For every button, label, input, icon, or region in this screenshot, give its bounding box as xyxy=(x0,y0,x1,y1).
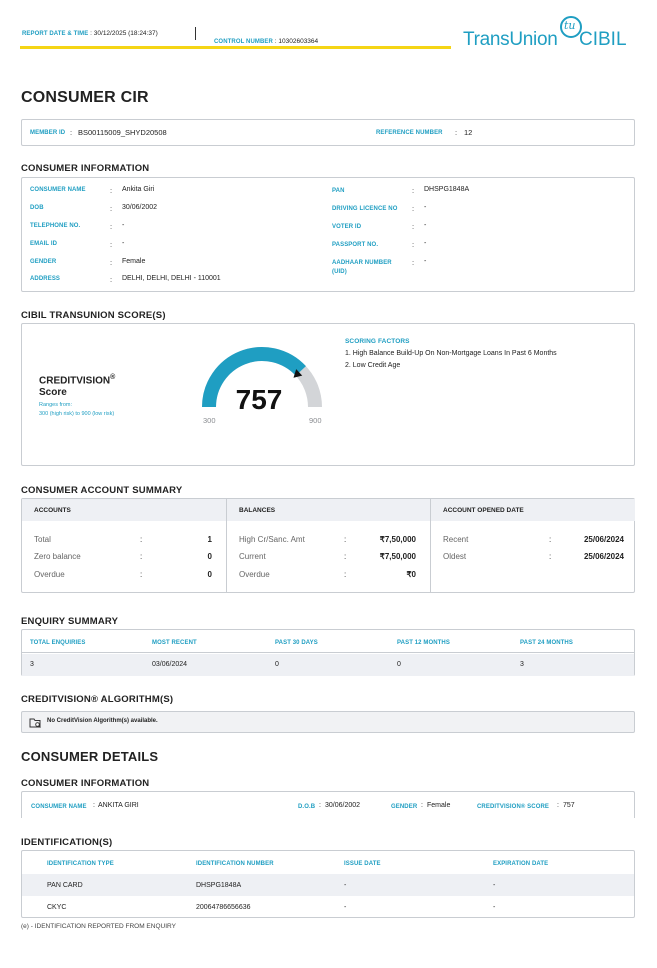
ci-left-colon-0: : xyxy=(110,186,113,195)
account-summary-title: CONSUMER ACCOUNT SUMMARY xyxy=(21,485,183,496)
cd-score-colon: : xyxy=(557,802,559,809)
sum-accounts-label-0: Total xyxy=(34,535,51,544)
header-divider xyxy=(195,27,196,40)
cd-name-value: ANKITA GIRI xyxy=(98,802,139,809)
consumer-details-title: CONSUMER DETAILS xyxy=(21,749,159,764)
id-header-3: EXPIRATION DATE xyxy=(493,861,549,867)
sum-accounts-value-0: 1 xyxy=(207,535,212,544)
ci-right-label-2: VOTER ID xyxy=(332,224,362,230)
score-box xyxy=(21,323,635,466)
score-ranges-text: 300 (high risk) to 900 (low risk) xyxy=(39,411,115,417)
ci-right-value-4: - xyxy=(424,258,427,265)
consumer-info-box xyxy=(21,177,635,292)
enquiry-summary-title: ENQUIRY SUMMARY xyxy=(21,616,119,627)
ci-left-value-2: - xyxy=(122,222,125,229)
reference-number-label: REFERENCE NUMBER xyxy=(376,130,443,136)
identification-title: IDENTIFICATION(S) xyxy=(21,837,113,848)
accounts-header: ACCOUNTS xyxy=(22,499,226,521)
algorithms-message: No CreditVision Algorithm(s) available. xyxy=(47,718,158,724)
report-date-line xyxy=(22,30,158,37)
consumer-details-info-title: CONSUMER INFORMATION xyxy=(21,778,150,789)
ci-left-colon-4: : xyxy=(110,258,113,267)
ci-left-colon-1: : xyxy=(110,204,113,213)
ci-right-label-4: AADHAAR NUMBER (UID) xyxy=(332,260,392,275)
ci-left-value-4: Female xyxy=(122,258,146,265)
consumer-details-box xyxy=(21,791,635,818)
consumer-info-title: CONSUMER INFORMATION xyxy=(21,163,150,174)
ci-right-value-1: - xyxy=(424,204,427,211)
algorithms-title: CREDITVISION® ALGORITHM(S) xyxy=(21,694,174,705)
enquiry-value-row xyxy=(22,654,634,676)
balances-header: BALANCES xyxy=(227,499,430,521)
ci-left-value-0: Ankita Giri xyxy=(122,186,155,193)
ci-right-value-3: - xyxy=(424,240,427,247)
enquiry-header-3: PAST 12 MONTHS xyxy=(397,640,450,646)
id-header-1: IDENTIFICATION NUMBER xyxy=(196,861,274,867)
cd-name-colon: : xyxy=(93,802,95,809)
score-ranges-label: Ranges from: xyxy=(39,402,73,408)
ci-right-colon-3: : xyxy=(412,240,415,249)
id-row-1-cell-0: CKYC xyxy=(47,904,67,911)
sum-opened-colon-0: : xyxy=(549,535,552,544)
sum-balances-colon-2: : xyxy=(344,570,347,579)
cd-gender-colon: : xyxy=(421,802,423,809)
control-number-value: 10302603364 xyxy=(278,38,319,45)
score-value: 757 xyxy=(235,384,283,415)
report-date-value: 30/12/2025 (18:24:37) xyxy=(93,30,158,37)
creditvision-brand-sub: Score xyxy=(39,387,67,399)
cd-name-label: CONSUMER NAME xyxy=(31,804,87,810)
sum-balances-label-2: Overdue xyxy=(239,570,270,579)
ci-left-label-0: CONSUMER NAME xyxy=(30,187,86,193)
id-row-0-cell-0: PAN CARD xyxy=(47,882,83,889)
score-min-label: 300 xyxy=(203,416,216,425)
ci-left-value-3: - xyxy=(122,240,125,247)
sum-accounts-colon-2: : xyxy=(140,570,143,579)
id-row-0-cell-2: - xyxy=(344,882,347,889)
summary-divider-1 xyxy=(226,499,227,592)
ci-right-value-0: DHSPG1848A xyxy=(424,186,470,193)
enquiry-header-0: TOTAL ENQUIRIES xyxy=(30,640,86,646)
cd-gender-label: GENDER xyxy=(391,804,418,810)
scoring-factor-2: 2. Low Credit Age xyxy=(345,362,401,369)
sum-accounts-colon-1: : xyxy=(140,552,143,561)
ci-left-colon-3: : xyxy=(110,240,113,249)
ci-left-label-3: EMAIL ID xyxy=(30,241,58,247)
cd-dob-label: D.O.B xyxy=(298,804,316,810)
sum-accounts-label-2: Overdue xyxy=(34,570,65,579)
ci-right-colon-2: : xyxy=(412,222,415,231)
sum-opened-label-1: Oldest xyxy=(443,552,467,561)
page-title: CONSUMER CIR xyxy=(21,89,149,106)
id-header-2: ISSUE DATE xyxy=(344,861,381,867)
sum-opened-value-1: 25/06/2024 xyxy=(583,552,624,561)
logo-transunion-text: TransUnion xyxy=(463,29,558,50)
ci-left-label-5: ADDRESS xyxy=(30,276,61,282)
cd-dob-colon: : xyxy=(319,802,321,809)
id-row-1-cell-1: 20064786656636 xyxy=(196,904,251,911)
sum-balances-value-2: ₹0 xyxy=(406,570,416,579)
cd-dob-value: 30/06/2002 xyxy=(325,802,361,809)
sum-accounts-label-1: Zero balance xyxy=(34,552,81,561)
reference-number-colon: : xyxy=(455,128,458,137)
ci-right-colon-1: : xyxy=(412,204,415,213)
ci-right-label-3: PASSPORT NO. xyxy=(332,242,379,248)
creditvision-brand xyxy=(39,372,115,399)
sum-opened-label-0: Recent xyxy=(443,535,469,544)
ci-left-label-4: GENDER xyxy=(30,259,57,265)
cd-score-value: 757 xyxy=(563,802,575,809)
enquiry-header-1: MOST RECENT xyxy=(152,640,197,646)
id-row-0-cell-1: DHSPG1848A xyxy=(196,882,242,889)
identification-box xyxy=(21,850,635,918)
sum-balances-colon-0: : xyxy=(344,535,347,544)
sum-accounts-value-1: 0 xyxy=(207,552,212,561)
control-number-label: CONTROL NUMBER xyxy=(214,39,273,45)
id-row-1-bg xyxy=(22,874,634,896)
cd-score-label: CREDITVISION® SCORE xyxy=(477,804,549,810)
sum-opened-value-0: 25/06/2024 xyxy=(583,535,624,544)
enquiry-header-2: PAST 30 DAYS xyxy=(275,640,318,646)
ci-right-colon-0: : xyxy=(412,186,415,195)
id-row-0-cell-3: - xyxy=(493,882,496,889)
header-yellow-rule xyxy=(20,46,451,49)
sum-accounts-value-2: 0 xyxy=(207,570,212,579)
cd-gender-value: Female xyxy=(427,802,451,809)
score-max-label: 900 xyxy=(309,416,322,425)
enquiry-value-0: 3 xyxy=(30,661,34,668)
sum-balances-colon-1: : xyxy=(344,552,347,561)
sum-opened-colon-1: : xyxy=(549,552,552,561)
sum-balances-value-1: ₹7,50,000 xyxy=(379,552,416,561)
ci-left-colon-5: : xyxy=(110,275,113,284)
score-section-title: CIBIL TRANSUNION SCORE(S) xyxy=(21,310,166,321)
report-date-colon: : xyxy=(88,30,94,37)
sum-balances-label-1: Current xyxy=(239,552,266,561)
report-date-label: REPORT DATE & TIME xyxy=(22,31,89,37)
opened-date-header: ACCOUNT OPENED DATE xyxy=(431,499,635,521)
enquiry-header-4: PAST 24 MONTHS xyxy=(520,640,573,646)
ci-left-colon-2: : xyxy=(110,222,113,231)
member-box xyxy=(21,119,635,146)
member-id-label: MEMBER ID xyxy=(30,130,66,136)
reference-number-value: 12 xyxy=(464,128,473,137)
ci-right-label-0: PAN xyxy=(332,188,345,194)
enquiry-summary-box xyxy=(21,629,635,676)
ci-right-value-2: - xyxy=(424,222,427,229)
algorithms-box xyxy=(21,711,635,733)
enquiry-value-4: 3 xyxy=(520,661,524,668)
account-summary-box xyxy=(21,498,635,593)
scoring-factors-title: SCORING FACTORS xyxy=(345,338,410,345)
ci-left-label-1: DOB xyxy=(30,205,44,211)
identification-footnote: (e) - IDENTIFICATION REPORTED FROM ENQUIRY xyxy=(21,923,176,930)
ci-left-value-1: 30/06/2002 xyxy=(122,204,158,211)
creditvision-brand-registered: ® xyxy=(110,374,116,381)
id-header-0: IDENTIFICATION TYPE xyxy=(47,861,114,867)
id-row-1-cell-3: - xyxy=(493,904,496,911)
enquiry-value-1: 03/06/2024 xyxy=(152,661,188,668)
enquiry-value-3: 0 xyxy=(397,661,401,668)
ci-left-label-2: TELEPHONE NO. xyxy=(30,223,81,229)
id-row-1-cell-2: - xyxy=(344,904,347,911)
enquiry-value-2: 0 xyxy=(275,661,279,668)
sum-accounts-colon-0: : xyxy=(140,535,143,544)
sum-balances-value-0: ₹7,50,000 xyxy=(379,535,416,544)
transunion-cibil-logo xyxy=(463,15,638,53)
control-number-colon: : xyxy=(272,38,279,45)
logo-cibil-text: CIBIL xyxy=(579,29,627,50)
logo-tu-badge-text: tu xyxy=(564,19,576,32)
sum-balances-label-0: High Cr/Sanc. Amt xyxy=(239,535,305,544)
ci-left-value-5: DELHI, DELHI, DELHI - 110001 xyxy=(122,275,221,282)
scoring-factor-1: 1. High Balance Build-Up On Non-Mortgage Loans In Past 6 Months xyxy=(345,350,557,357)
member-id-colon: : xyxy=(70,128,73,137)
creditvision-brand-name: CREDITVISION xyxy=(39,375,111,387)
member-id-value: BS00115009_SHYD20508 xyxy=(78,128,167,137)
ci-right-colon-4: : xyxy=(412,258,415,267)
ci-right-label-1: DRIVING LICENCE NO xyxy=(332,206,398,212)
summary-divider-2 xyxy=(430,499,431,592)
folder-search-icon xyxy=(29,717,42,729)
